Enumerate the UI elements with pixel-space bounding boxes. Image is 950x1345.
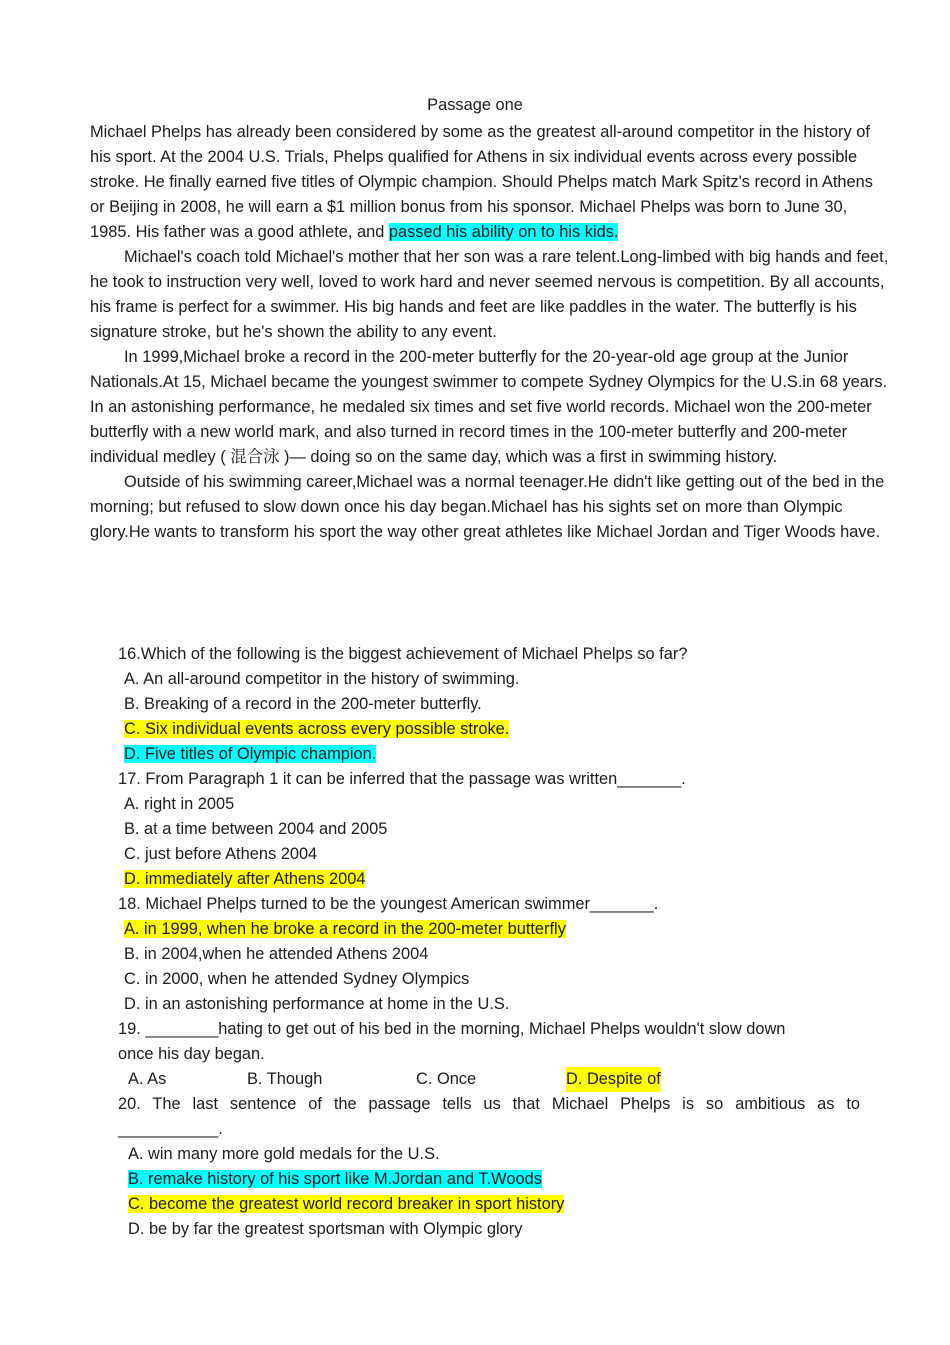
question-19-options (0, 1067, 950, 1092)
question-19-option-a: A. As (128, 1070, 167, 1088)
question-17-option-b: B. at a time between 2004 and 2005 (124, 820, 388, 838)
question-20-stem-continued: ___________. (118, 1120, 223, 1138)
question-20-option-c: C. become the greatest world record breaker in sport history (128, 1195, 565, 1213)
question-18-stem: 18. Michael Phelps turned to be the youngest American swimmer_______. (118, 895, 659, 913)
question-20-stem: 20. The last sentence of the passage tells us that Michael Phelps is so ambitious as to (118, 1095, 860, 1113)
paragraph-1 (90, 120, 890, 245)
question-18-option-a: A. in 1999, when he broke a record in the 200-meter butterfly (124, 920, 566, 938)
question-17-option-d: D. immediately after Athens 2004 (124, 870, 366, 888)
question-17-option-a: A. right in 2005 (124, 795, 235, 813)
question-16-option-a: A. An all-around competitor in the history of swimming. (124, 670, 520, 688)
question-16-option-d: D. Five titles of Olympic champion. (124, 745, 377, 763)
question-20-option-a: A. win many more gold medals for the U.S. (128, 1145, 440, 1163)
question-16-option-c: C. Six individual events across every possible stroke. (124, 720, 510, 738)
question-19-option-d: D. Despite of (566, 1067, 661, 1092)
question-17-stem: 17. From Paragraph 1 it can be inferred that the passage was written_______. (118, 770, 686, 788)
passage-body (90, 120, 890, 545)
passage-title: Passage one (427, 96, 523, 114)
paragraph-1-text: Michael Phelps has already been considered by some as the greatest all-around competitor in the history of his sport. At the 2004 U.S. Trials, Phelps qualified for Athens in six individual events across every possible stroke. He finally earned five titles of Olympic champion. Should Phelps match Mark Spitz's record in Athens or Beijing in 2008, he will earn a $1 million bonus from his sponsor. Michael Phelps was born to June 30, 1985. His father was a good athlete, and (90, 123, 873, 241)
question-18-option-c: C. in 2000, when he attended Sydney Olympics (124, 970, 470, 988)
question-19-option-c: C. Once (416, 1070, 477, 1088)
question-16-option-b: B. Breaking of a record in the 200-meter butterfly. (124, 695, 482, 713)
question-19-stem: 19. ________hating to get out of his bed in the morning, Michael Phelps wouldn't slow down (118, 1020, 786, 1038)
paragraph-3: In 1999,Michael broke a record in the 200-meter butterfly for the 20-year-old age group at the Junior Nationals.At 15, Michael became the youngest swimmer to compete Sydney Olympics for the U.S.in 68 years. In an astonishing performance, he medaled six times and set five world records. Michael won the 200-meter butterfly with a new world mark, and also turned in record times in the 100-meter butterfly and 200-meter individual medley ( 混合泳 )— doing so on the same day, which was a first in swimming history. (90, 348, 888, 466)
question-19-option-b: B. Though (247, 1070, 323, 1088)
question-19-stem-continued: once his day began. (118, 1045, 265, 1063)
paragraph-1-highlight: passed his ability on to his kids. (388, 223, 619, 241)
question-18-option-d: D. in an astonishing performance at home in the U.S. (124, 995, 510, 1013)
question-20-option-b: B. remake history of his sport like M.Jordan and T.Woods (128, 1170, 542, 1188)
paragraph-4: Outside of his swimming career,Michael was a normal teenager.He didn't like getting out of the bed in the morning; but refused to slow down once his day began.Michael has his sights set on more than Olympic glory.He wants to transform his sport the way other great athletes like Michael Jordan and Tiger Woods have. (90, 473, 885, 541)
question-17-option-c: C. just before Athens 2004 (124, 845, 318, 863)
question-18-option-b: B. in 2004,when he attended Athens 2004 (124, 945, 429, 963)
question-16-stem: 16.Which of the following is the biggest achievement of Michael Phelps so far? (118, 645, 688, 663)
paragraph-2: Michael's coach told Michael's mother that her son was a rare telent.Long-limbed with big hands and feet, he took to instruction very well, loved to work hard and never seemed nervous is competition. By all accounts, his frame is perfect for a swimmer. His big hands and feet are like paddles in the water. The butterfly is his signature stroke, but he's shown the ability to any event. (90, 248, 889, 341)
question-20-option-d: D. be by far the greatest sportsman with Olympic glory (128, 1220, 523, 1238)
